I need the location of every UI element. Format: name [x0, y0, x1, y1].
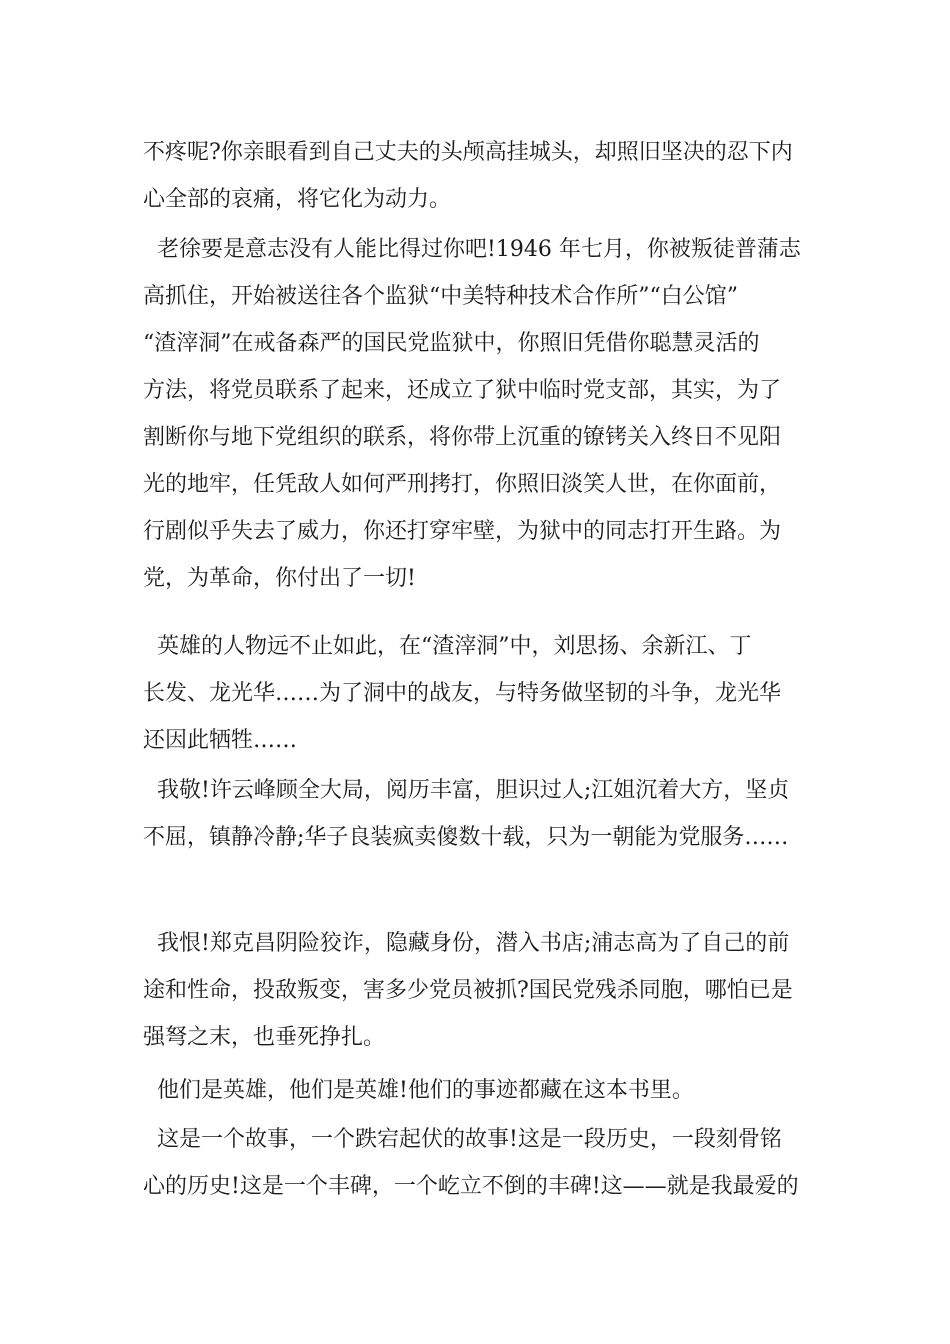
paragraph-6: 他们是英雄，他们是英雄!他们的事迹都藏在这本书里。	[143, 1078, 694, 1103]
paragraph-5: 我恨!郑克昌阴险狡诈，隐藏身份，潜入书店;浦志高为了自己的前 途和性命，投敌叛变，害多少党员被抓?国民党残杀同胞，哪怕已是 强弩之末，也垂死挣扎。	[143, 931, 793, 1050]
paragraph-7: 这是一个故事，一个跌宕起伏的故事!这是一段历史，一段刻骨铭 心的历史!这是一个丰碑，一个屹立不倒的丰碑!这——就是我最爱的	[143, 1127, 799, 1199]
paragraph-2: 老徐要是意志没有人能比得过你吧!1946 年七月，你被叛徒普蒲志 高抓住，开始被送往各个监狱“中美特种技术合作所”“白公馆” “渣滓洞”在戒备森严的国民党监狱中，你照旧凭借你聪慧灵活的 方法，将党员联系了起来，还成立了狱中临时党支部，其实，为了 割断你与地下党组织的联系，将你带上沉重的镣铐关入终日不见阳 光的地牢，任凭敌人如何严刑拷打，你照旧淡笑人世，在你面前， 行剧似乎失去了威力，你还打穿牢壁，为狱中的同志打开生路。为 党，为革命，你付出了一切!	[143, 237, 801, 591]
paragraph-4: 我敬!许云峰顾全大局，阅历丰富，胆识过人;江姐沉着大方，坚贞 不屈，镇静冷静;华子良装疯卖傻数十载，只为一朝能为党服务……	[143, 778, 790, 850]
paragraph-3: 英雄的人物远不止如此，在“渣滓洞”中，刘思扬、余新江、丁 长发、龙光华……为了洞中的战友，与特务做坚韧的斗争，龙光华 还因此牺牲……	[143, 634, 782, 753]
paragraph-1: 不疼呢?你亲眼看到自己丈夫的头颅高挂城头，却照旧坚决的忍下内 心全部的哀痛，将它化为动力。	[143, 140, 793, 212]
